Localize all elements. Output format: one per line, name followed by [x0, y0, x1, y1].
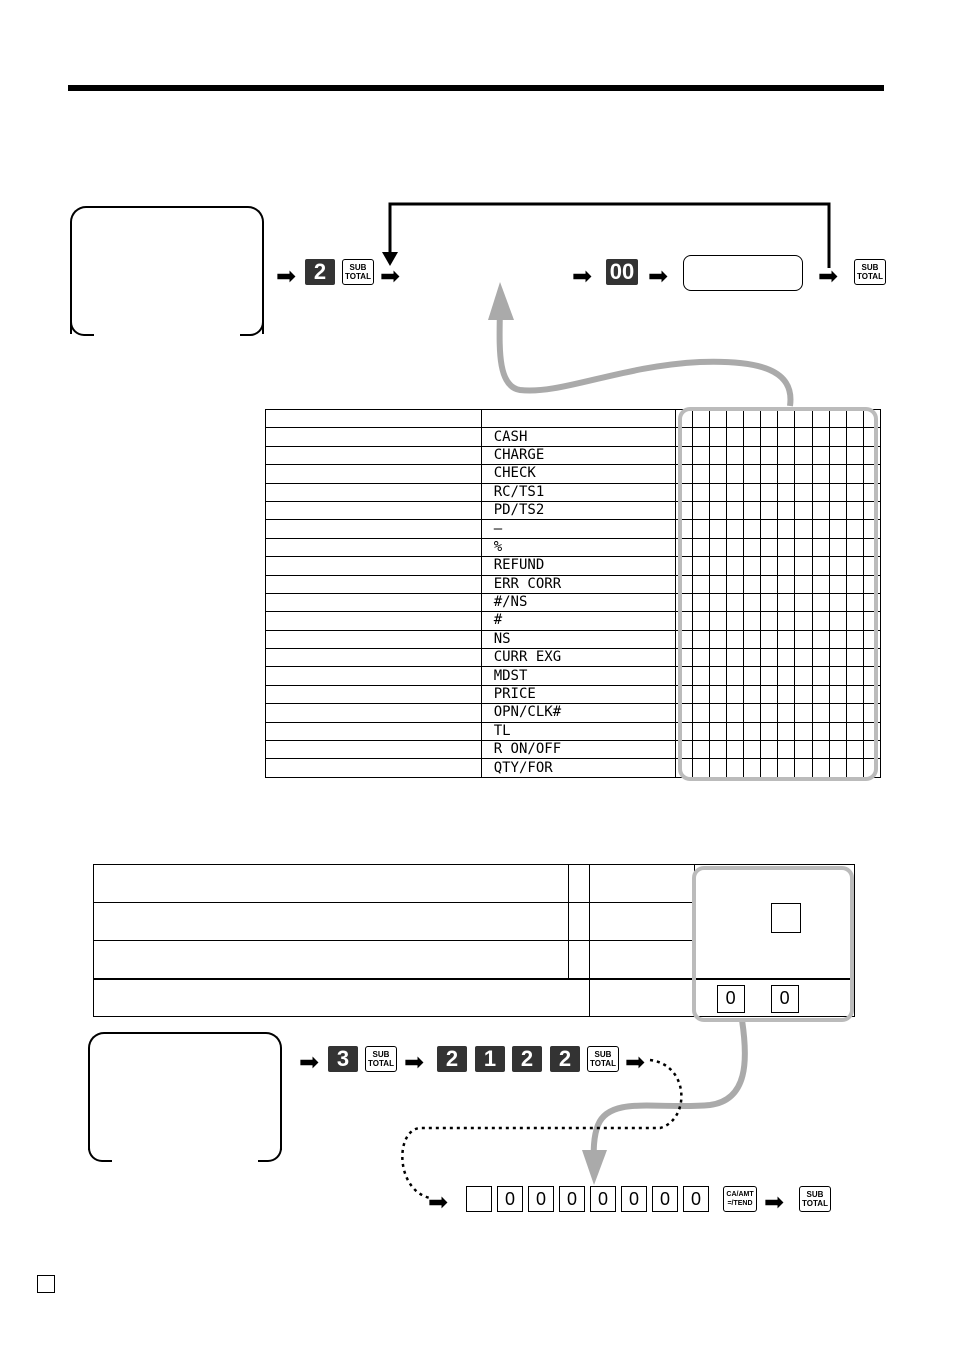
key-label: CASH	[481, 428, 675, 446]
arrow-icon: ➡	[404, 1049, 425, 1076]
subtotal-key: SUB TOTAL	[342, 259, 374, 285]
digit-box: 0	[683, 1186, 709, 1212]
arrow-icon: ➡	[818, 263, 839, 290]
arrow-icon: ➡	[428, 1189, 449, 1216]
key-label: MDST	[481, 667, 675, 685]
digit-box: 0	[559, 1186, 585, 1212]
highlight-frame	[678, 407, 878, 781]
digit-box: 0	[497, 1186, 523, 1212]
mode-switch-box	[88, 1032, 282, 1150]
arrow-icon: ➡	[764, 1189, 785, 1216]
key-label: PRICE	[481, 685, 675, 703]
value-box	[683, 255, 803, 291]
subtotal-key: SUB TOTAL	[587, 1046, 619, 1072]
subtotal-key: SUB TOTAL	[799, 1186, 831, 1212]
key-digit: 2	[437, 1046, 467, 1072]
digit-box: 0	[590, 1186, 616, 1212]
key-2: 2	[305, 259, 335, 285]
key-label: CHECK	[481, 465, 675, 483]
key-digit: 2	[512, 1046, 542, 1072]
arrow-icon: ➡	[299, 1049, 320, 1076]
key-digit: 1	[475, 1046, 505, 1072]
arrow-icon: ➡	[648, 263, 669, 290]
key-label: #	[481, 612, 675, 630]
key-label: –	[481, 520, 675, 538]
page-marker	[37, 1275, 55, 1293]
key-label: NS	[481, 630, 675, 648]
digit-box: 0	[771, 985, 799, 1013]
key-label: R ON/OFF	[481, 741, 675, 759]
subtotal-key: SUB TOTAL	[854, 259, 886, 285]
ca-amt-tend-key: CA/AMT =/TEND	[723, 1186, 757, 1212]
key-label: %	[481, 538, 675, 556]
key-label: ERR CORR	[481, 575, 675, 593]
key-label	[481, 410, 675, 428]
digit-box: 0	[621, 1186, 647, 1212]
arrow-icon: ➡	[276, 263, 297, 290]
key-00: 00	[606, 259, 638, 285]
digit-box	[466, 1186, 492, 1212]
key-label: CHARGE	[481, 446, 675, 464]
digit-box: 0	[717, 985, 745, 1013]
key-label: #/NS	[481, 593, 675, 611]
digit-box: 0	[528, 1186, 554, 1212]
arrow-icon: ➡	[572, 263, 593, 290]
key-label: OPN/CLK#	[481, 704, 675, 722]
key-label: PD/TS2	[481, 501, 675, 519]
key-label: TL	[481, 722, 675, 740]
key-label: RC/TS1	[481, 483, 675, 501]
digit-box: 0	[652, 1186, 678, 1212]
arrow-icon: ➡	[625, 1049, 646, 1076]
key-label: REFUND	[481, 557, 675, 575]
subtotal-key: SUB TOTAL	[365, 1046, 397, 1072]
highlight-frame	[692, 866, 854, 1022]
key-digit: 2	[550, 1046, 580, 1072]
arrow-icon: ➡	[380, 263, 401, 290]
key-label: CURR EXG	[481, 649, 675, 667]
key-label: QTY/FOR	[481, 759, 675, 777]
key-3: 3	[328, 1046, 358, 1072]
